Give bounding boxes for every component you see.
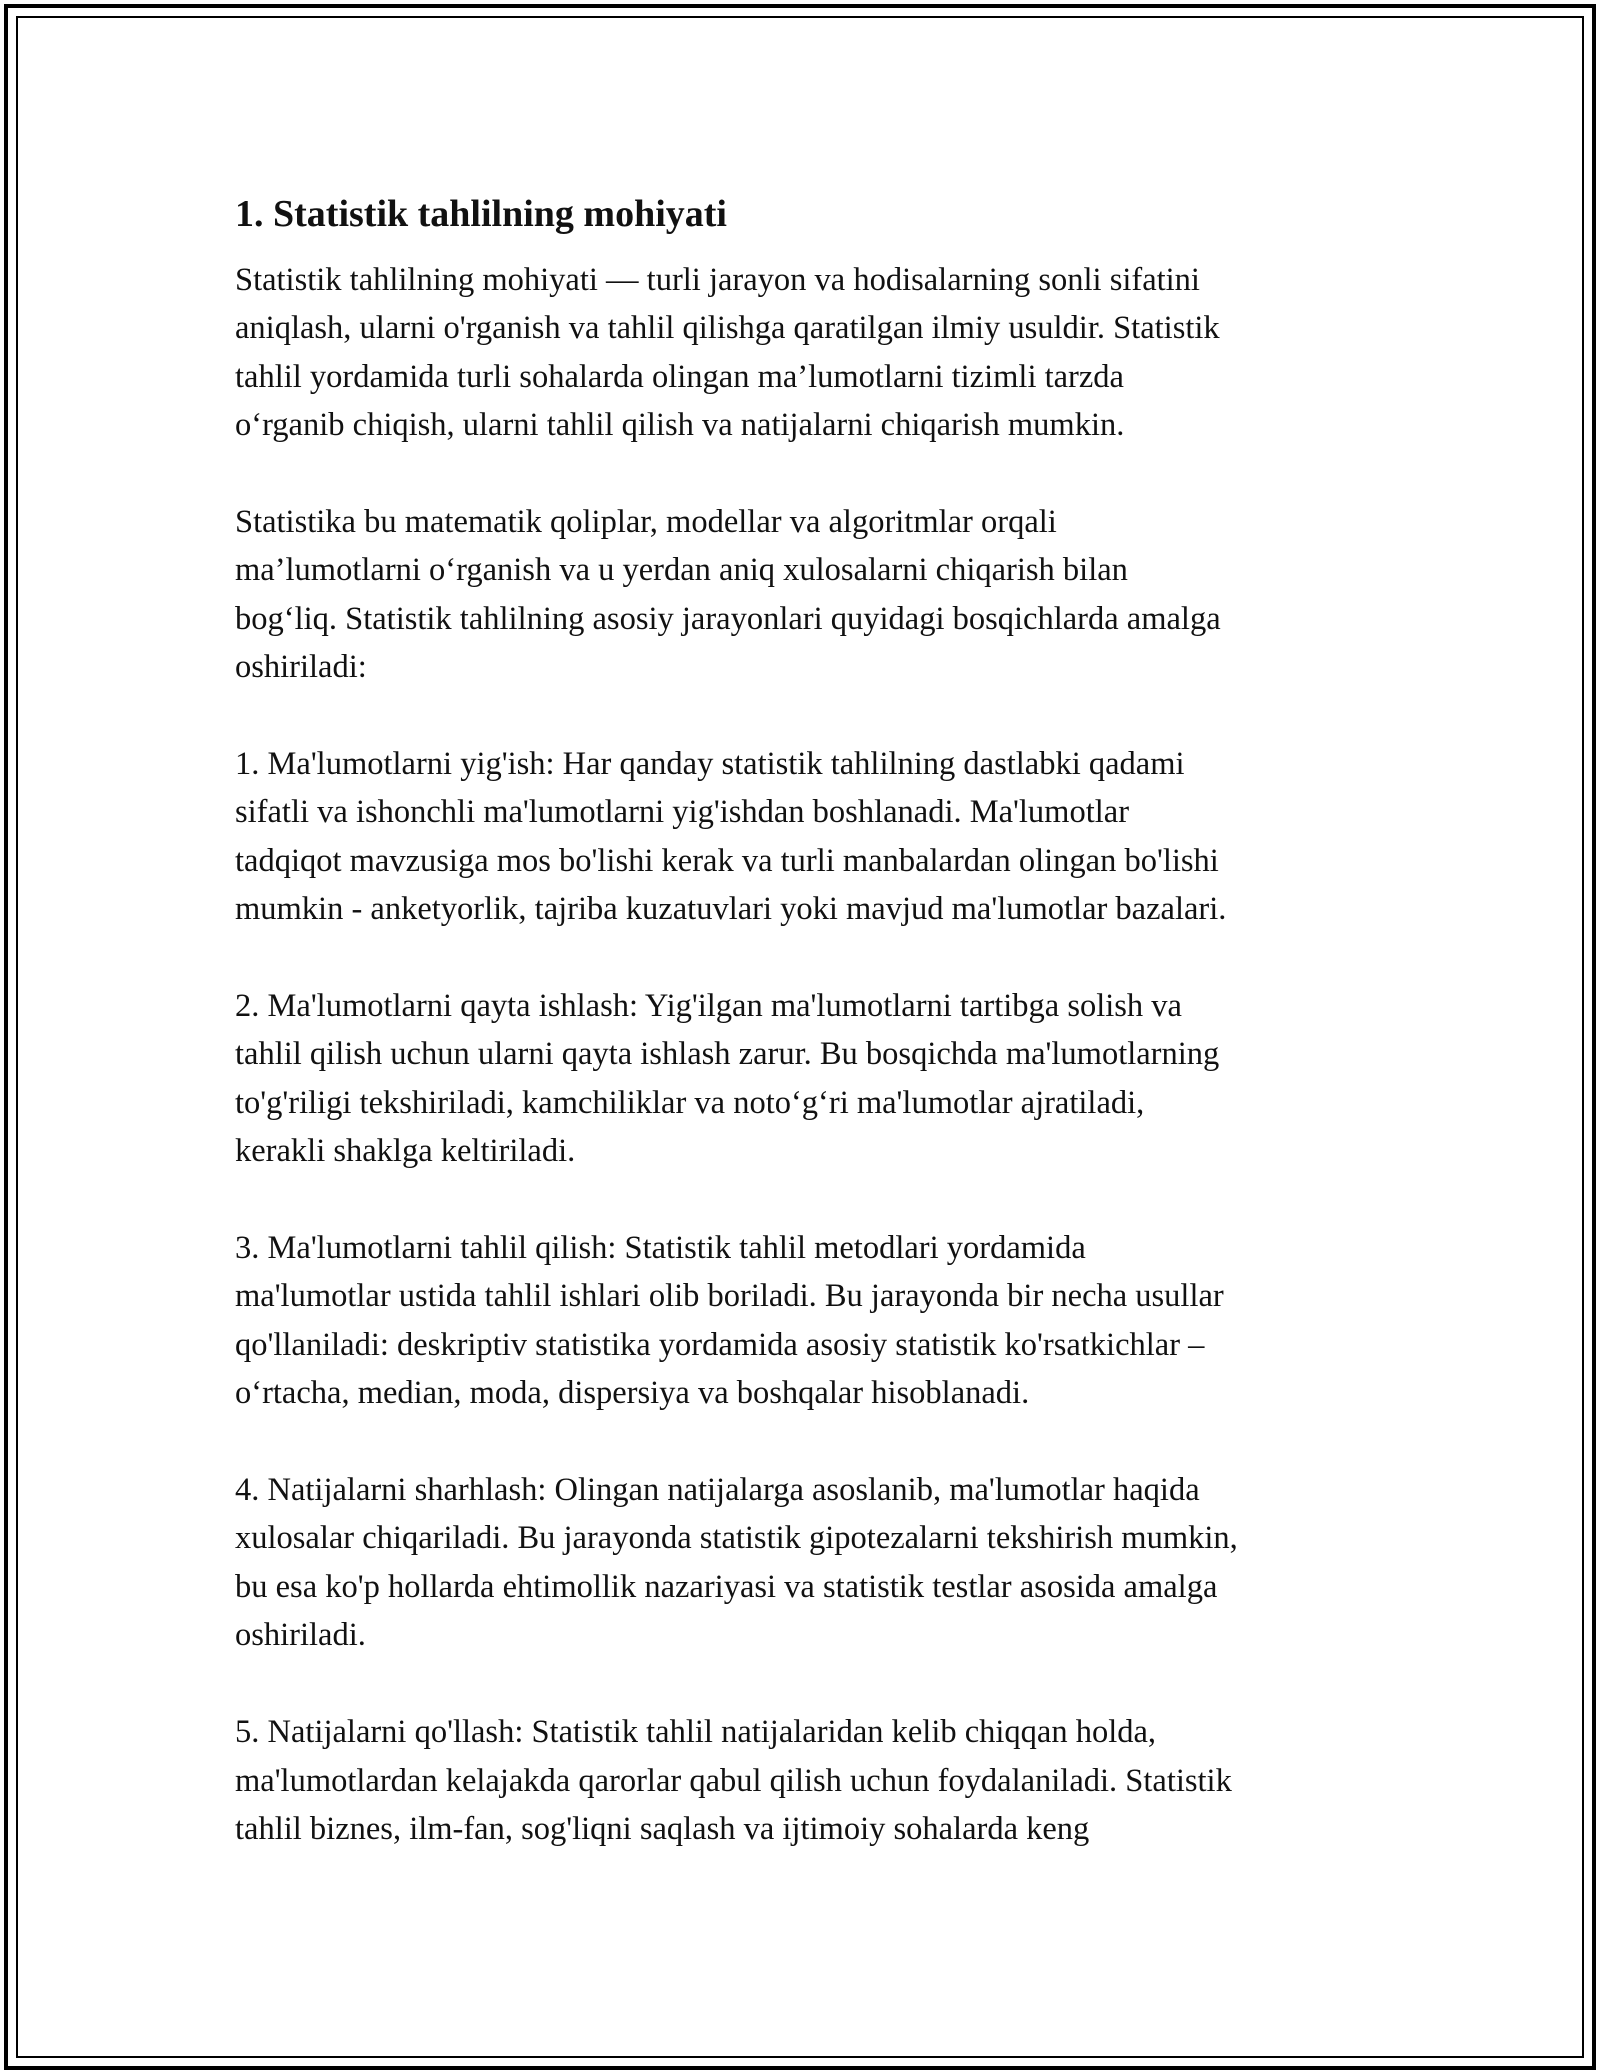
paragraph-step-2: 2. Ma'lumotlarni qayta ishlash: Yig'ilgan ma'lumotlarni tartibga solish va tahlil qilish uchun ularni qayta ishlash zarur. Bu bosqichda ma'lumotlarning to'g'riligi tekshiriladi, kamchiliklar va noto‘g‘ri ma'lumotlar ajratiladi, kerakli shaklga keltiriladi. bbox=[235, 988, 1220, 1170]
document-page bbox=[235, 188, 1370, 1902]
paragraph-intro: Statistik tahlilning mohiyati — turli jarayon va hodisalarning sonli sifatini aniqlash, ularni o'rganish va tahlil qilishga qaratilgan ilmiy usuldir. Statistik tahlil yordamida turli sohalarda olingan ma’lumotlarni tizimli tarzda o‘rganib chiqish, ularni tahlil qilish va natijalarni chiqarish mumkin. bbox=[235, 262, 1220, 444]
paragraph-step-3: 3. Ma'lumotlarni tahlil qilish: Statistik tahlil metodlari yordamida ma'lumotlar ustida tahlil ishlari olib boriladi. Bu jarayonda bir necha usullar qo'llaniladi: deskriptiv statistika yordamida asosiy statistik ko'rsatkichlar – o‘rtacha, median, moda, dispersiya va boshqalar hisoblanadi. bbox=[235, 1230, 1224, 1412]
paragraph-statistics: Statistika bu matematik qoliplar, modellar va algoritmlar orqali ma’lumotlarni o‘rganish va u yerdan aniq xulosalarni chiqarish bilan bog‘liq. Statistik tahlilning asosiy jarayonlari quyidagi bosqichlarda amalga oshiriladi: bbox=[235, 504, 1221, 686]
paragraph-step-1: 1. Ma'lumotlarni yig'ish: Har qanday statistik tahlilning dastlabki qadami sifatli va ishonchli ma'lumotlarni yig'ishdan boshlanadi. Ma'lumotlar tadqiqot mavzusiga mos bo'lishi kerak va turli manbalardan olingan bo'lishi mumkin - anketyorlik, tajriba kuzatuvlari yoki mavjud ma'lumotlar bazalari. bbox=[235, 746, 1227, 928]
paragraph-step-5: 5. Natijalarni qo'llash: Statistik tahlil natijalaridan kelib chiqqan holda, ma'lumotlardan kelajakda qarorlar qabul qilish uchun foydalaniladi. Statistik tahlil biznes, ilm-fan, sog'liqni saqlash va ijtimoiy sohalarda keng bbox=[235, 1714, 1232, 1847]
section-heading: 1. Statistik tahlilning mohiyati bbox=[235, 193, 727, 235]
paragraph-step-4: 4. Natijalarni sharhlash: Olingan natijalarga asoslanib, ma'lumotlar haqida xulosalar chiqariladi. Bu jarayonda statistik gipotezalarni tekshirish mumkin, bu esa ko'p hollarda ehtimollik nazariyasi va statistik testlar asosida amalga oshiriladi. bbox=[235, 1472, 1238, 1654]
